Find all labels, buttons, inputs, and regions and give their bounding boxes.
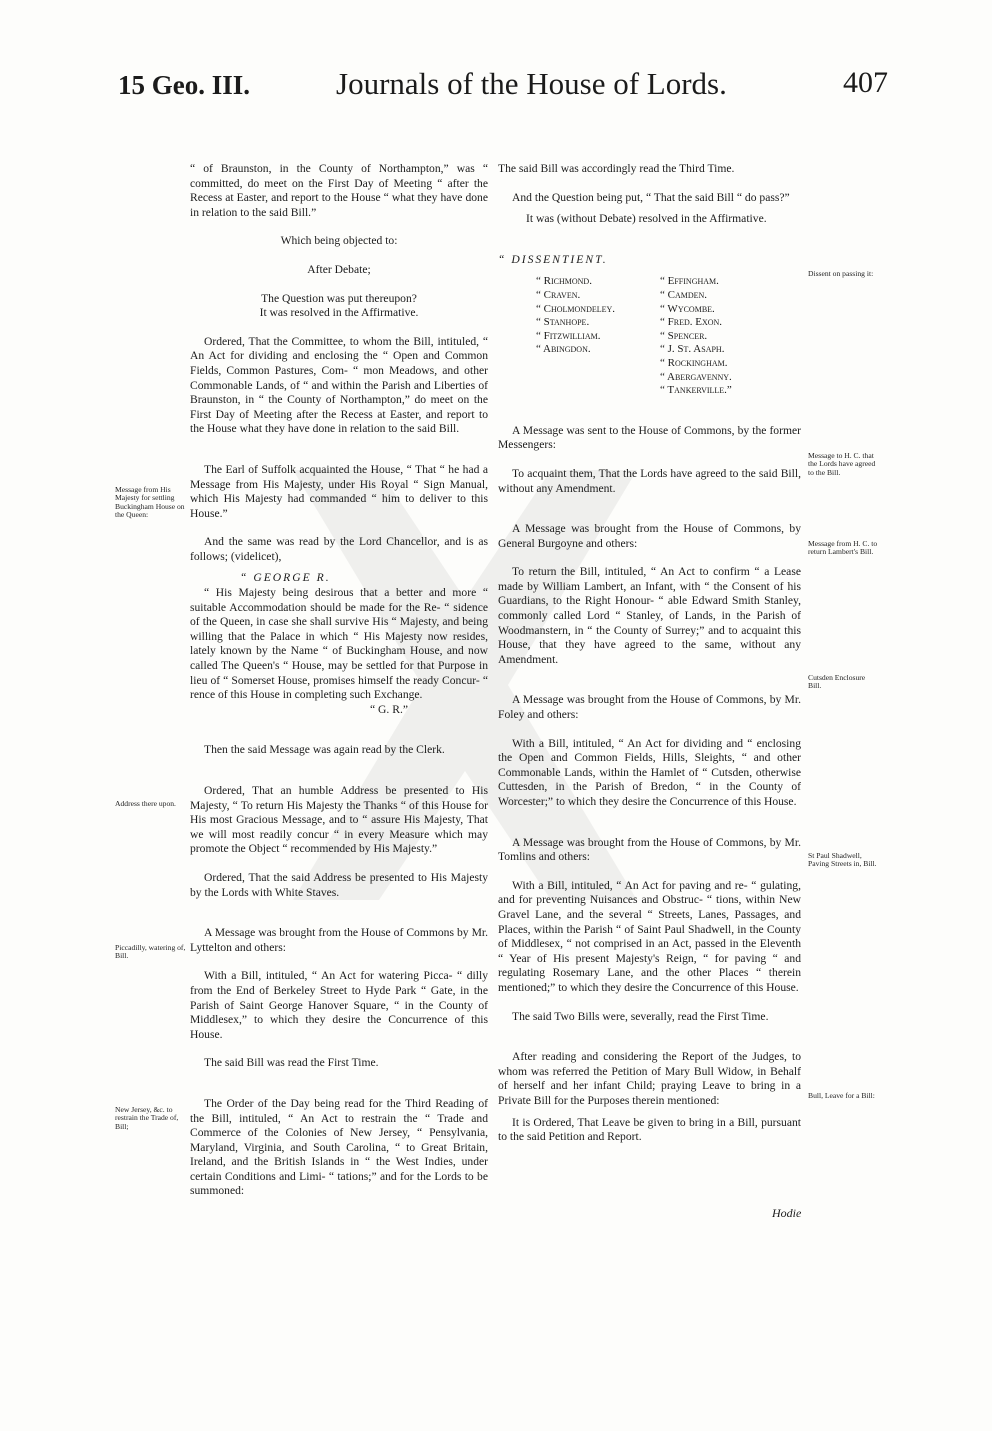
paragraph: Ordered, That the said Address be presented to His Majesty by the Lords with White Staves. [190, 870, 488, 899]
paragraph: The Question was put thereupon? [261, 291, 417, 305]
margin-note: Message from His Majesty for settling Buckingham House on the Queen: [115, 485, 185, 520]
right-column [498, 162, 801, 1145]
paragraph: “ His Majesty being desirous that a better and more “ suitable Accommodation should be made for the Re- “ sidence of the Queen, in case she shall survive His “ Majesty, and being willing that the Palace in which “ His Majesty now resides, lately known by the Name “ of Buckingham House, and now called The Queen's “ House, may be settled for that Purpose in lieu of “ Somerset House, promises himself the ready Concur- “ rence of this House in completing such Exchange. [190, 586, 488, 702]
peer-name: “ Craven. [536, 288, 581, 301]
paragraph: With a Bill, intituled, “ An Act for dividing and “ enclosing the Open and Common Fields, Hills, Sleights, “ and other Commonable Lands, within the Hamlet of “ Cutsden, otherwise Cuttesden, in the Parish of Bredon, “ in the County of Worcester;” to which they desire the Concurrence of this House. [498, 736, 801, 808]
paragraph: To acquaint them, That the Lords have agreed to the said Bill, without any Amendment. [498, 466, 801, 495]
margin-note: New Jersey, &c. to restrain the Trade of, Bill; [115, 1105, 179, 1131]
margin-note: Dissent on passing it: [808, 269, 874, 278]
margin-note: St Paul Shadwell, Paving Streets in, Bill. [808, 851, 877, 869]
paragraph: To return the Bill, intituled, “ An Act to confirm “ a Lease made by William Lambert, an Infant, with “ the Consent of his Guardians, to the Right Honour- “ able Edward Smith Stanley, commonly called Lord “ Stanley, of Lands, in the Parish of Woodmanstern, in “ the County of Surrey;” and to acquaint this House, that they have agreed to the same, without any Amendment. [498, 565, 801, 666]
paragraph: After reading and considering the Report of the Judges, to whom was referred the Petition of Mary Bull Widow, in Behalf of herself and her infant Child; praying Leave to bring in a Private Bill for the Purposes therein mentioned: [498, 1050, 801, 1107]
paragraph: Ordered, That an humble Address be presented to His Majesty, “ To return His Majesty the Thanks “ of this House for His most Gracious Message, and to “ assure His Majesty, That we will most readily concur “ in every Measure which may promote the Object “ recommended by His Majesty.” [190, 784, 488, 856]
peer-name: “ Wycombe. [660, 302, 715, 315]
peer-name: “ Tankerville.” [660, 384, 732, 397]
paragraph: A Message was brought from the House of Commons, by Mr. Foley and others: [498, 693, 801, 722]
paragraph: A Message was brought from the House of Commons, by General Burgoyne and others: [498, 522, 801, 550]
left-column [190, 162, 488, 1199]
paragraph: The said Two Bills were, severally, read the First Time. [512, 1009, 769, 1023]
margin-note: Cutsden Enclosure Bill. [808, 673, 866, 691]
dissentient-column-2 [660, 275, 732, 397]
page-number: 407 [843, 66, 888, 99]
peer-name: “ Stanhope. [536, 316, 590, 329]
paragraph: It is Ordered, That Leave be given to bring in a Bill, pursuant to the said Petition and Report. [498, 1115, 801, 1144]
paragraph: The Earl of Suffolk acquainted the House, “ That “ he had a Message from His Majesty, under His Royal “ Sign Manual, which His Majesty had commanded “ him to deliver to this House.” [190, 462, 488, 520]
dissentient-heading: “ DISSENTIENT. [498, 252, 608, 266]
paragraph: “ G. R.” [370, 702, 408, 716]
margin-note: Piccadilly, watering of, Bill. [115, 943, 186, 961]
paragraph: The said Bill was read the First Time. [204, 1056, 379, 1070]
margin-note: Message to H. C. that the Lords have agreed to the Bill. [808, 451, 876, 477]
journal-title-text: Journals of the House of Lords. [336, 66, 727, 101]
peer-name: “ Cholmondeley. [536, 302, 616, 315]
margin-note: Message from H. C. to return Lambert's Bill. [808, 539, 878, 557]
peer-name: “ Fitzwilliam. [536, 329, 601, 342]
paragraph: It was resolved in the Affirmative. [259, 306, 419, 320]
dissentient-list [536, 275, 801, 397]
paragraph: With a Bill, intituled, “ An Act for paving and re- “ gulating, and for preventing Nuisances and Obstruc- “ tions, within New Gravel Lane, and the several “ Streets, Lanes, Passages, and Places, within the Parish “ of Saint Paul Shadwell, in the County of Middlesex, “ not comprised in an Act, passed in the Eleventh “ Year of His present Majesty's Reign, “ for paving “ and regulating Rosemary Lane, and the other Places “ therein mentioned;” to which they desire the Concurrence of this House. [498, 878, 801, 994]
peer-name: “ Fred. Exon. [660, 316, 723, 329]
dissentient-column-1 [536, 275, 660, 397]
paragraph: It was (without Debate) resolved in the Affirmative. [526, 212, 767, 226]
regnal-year: 15 Geo. III. [118, 70, 251, 100]
paragraph: “ GEORGE R. [240, 571, 331, 585]
catchword: Hodie [772, 1206, 802, 1220]
margin-note: Address there upon. [115, 799, 176, 808]
page-header [118, 62, 888, 112]
peer-name: “ J. St. Asaph. [660, 343, 725, 356]
paragraph: The said Bill was accordingly read the Third Time. [498, 162, 735, 175]
paragraph: A Message was brought from the House of Commons by Mr. Lyttelton and others: [190, 926, 488, 954]
paragraph: A Message was brought from the House of Commons, by Mr. Tomlins and others: [498, 835, 801, 864]
paragraph: Which being objected to: [280, 234, 398, 248]
peer-name: “ Abergavenny. [660, 370, 732, 383]
paragraph: After Debate; [307, 262, 371, 276]
peer-name: “ Effingham. [660, 275, 719, 288]
paragraph: With a Bill, intituled, “ An Act for watering Picca- “ dilly from the End of Berkeley Street to Hyde Park “ Gate, in the Parish of Saint George Hanover Square, “ in the County of Middlesex,” to which they desire the Concurrence of this House. [190, 969, 488, 1041]
peer-name: “ Rockingham. [660, 356, 728, 369]
paragraph: And the Question being put, “ That the said Bill “ do pass?” [512, 190, 790, 204]
peer-name: “ Spencer. [660, 329, 708, 342]
paragraph: And the same was read by the Lord Chancellor, and is as follows; (videlicet), [190, 535, 488, 563]
paragraph: “ of Braunston, in the County of Northampton,” was “ committed, do meet on the First Day of Meeting “ after the Recess at Easter, and report to the House “ what they have done in relation to the said Bill.” [190, 162, 488, 219]
peer-name: “ Camden. [660, 288, 708, 301]
paragraph: Ordered, That the Committee, to whom the Bill, intituled, “ An Act for dividing and enclosing the “ Open and Common Fields, Common Pastures, Com- “ mon Meadows, and other Commonable Lands, of “ and within the Parish and Liberties of Braunston, in “ the County of Northampton,” do meet on the First Day of Meeting after the Recess at Easter, and report to the House what they have done in relation to the said Bill. [190, 334, 488, 436]
margin-note: Bull, Leave for a Bill: [808, 1091, 875, 1100]
paragraph: A Message was sent to the House of Commons, by the former Messengers: [498, 423, 801, 452]
peer-name: “ Abingdon. [536, 343, 591, 356]
peer-name: “ Richmond. [536, 275, 592, 288]
paragraph: The Order of the Day being read for the Third Reading of the Bill, intituled, “ An Act to restrain the “ Trade and Commerce of the Colonies of New Jersey, “ Pensylvania, Maryland, Virginia, and South Carolina, “ to Great Britain, Ireland, and the British Islands in “ the West Indies, under certain Conditions and Limi- “ tations;” and for the Lords to be summoned: [190, 1096, 488, 1198]
journal-title [336, 66, 727, 102]
paragraph: Then the said Message was again read by the Clerk. [204, 743, 445, 757]
